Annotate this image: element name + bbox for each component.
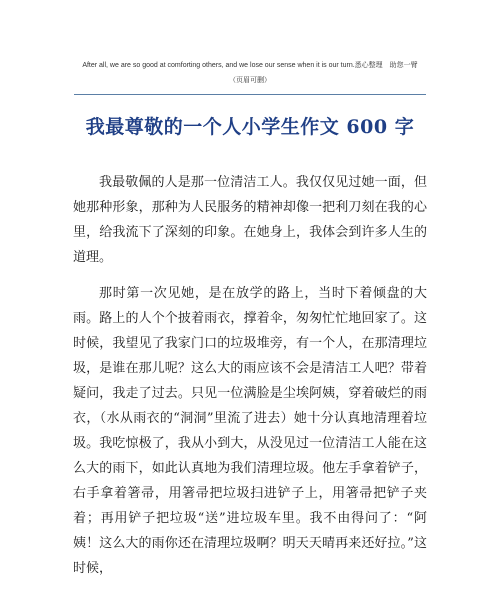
page-header-quote: After all, we are so good at comforting others, and we lose our sense when it is our turn.悉心整理 助您一臂 (82, 62, 418, 69)
document-body (73, 170, 427, 592)
page-header-note: （页眉可删） (229, 76, 271, 84)
document-title: 我最尊敬的一个人小学生作文 600 字 (85, 116, 415, 138)
paragraph: 那时第一次见她，是在放学的路上，当时下着倾盘的大雨。路上的人个个披着雨衣，撑着伞，匆匆忙忙地回家了。这时候，我望见了我家门口的垃圾堆旁，有一个人，在那清理垃圾，是谁在那儿呢？这么大的雨应该不会是清洁工人吧？带着疑问，我走了过去。只见一位满脸是尘埃阿姨，穿着破烂的雨衣，（水从雨衣的“洞洞”里流了进去）她十分认真地清理着垃圾。我吃惊极了，我从小到大，从没见过一位清洁工人能在这么大的雨下，如此认真地为我们清理垃圾。他左手拿着铲子，右手拿着箸帚，用箸帚把垃圾扫进铲子上，用箸帚把铲子夹着；再用铲子把垃圾“送”进垃圾车里。我不由得问了：“阿姨！这么大的雨你还在清理垃圾啊？明天天晴再来还好拉。”这时候， (73, 286, 427, 576)
paragraph: 我最敬佩的人是那一位清洁工人。我仅仅见过她一面，但她那种形象，那种为人民服务的精神却像一把利刀刻在我的心里，给我流下了深刻的印象。在她身上，我体会到许多人生的道理。 (73, 175, 427, 265)
header-divider (74, 94, 426, 95)
